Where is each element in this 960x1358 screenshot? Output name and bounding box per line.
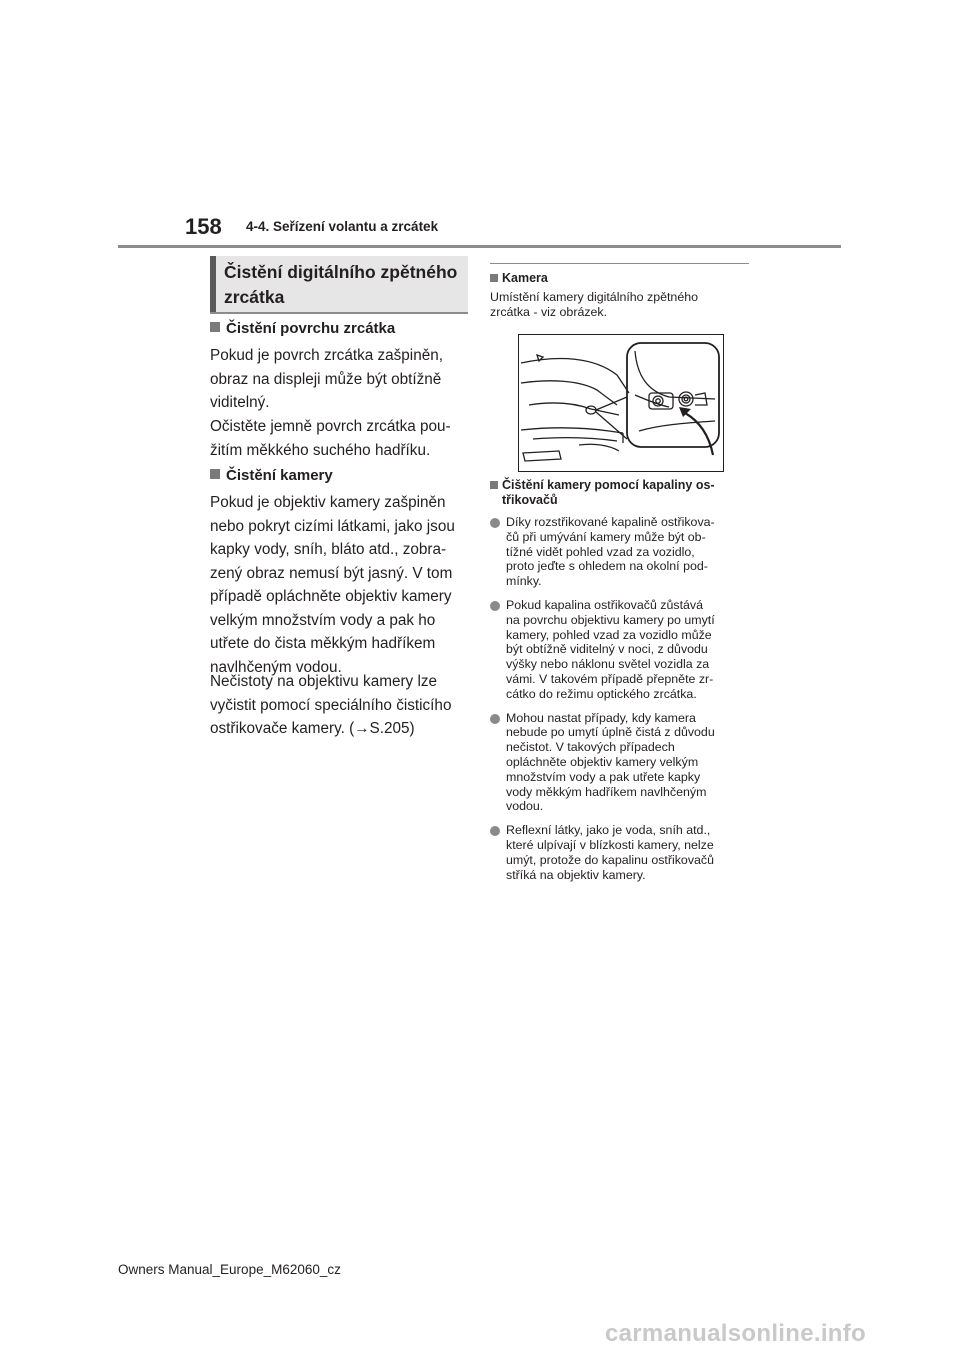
text-line: umýt, protože do kapalinu ostřikovačů	[506, 852, 714, 867]
text-line: čů při umývání kamery může být ob-	[506, 529, 706, 544]
mirror-surface-heading: Čistění povrchu zrcátka	[210, 319, 468, 339]
text-line: Očistěte jemně povrch zrcátka pou-	[210, 418, 451, 435]
washer-cleaning-heading: Čištění kamery pomocí kapaliny os- třikovačů	[490, 478, 749, 508]
chapter-title: 4-4. Seřízení volantu a zrcátek	[246, 219, 439, 234]
text-line: Díky rozstřikované kapalině ostřikova-	[506, 515, 715, 529]
text-line: vodou.	[506, 799, 544, 814]
text-line: které ulpívají v blízkosti kamery, nelze	[506, 837, 714, 852]
text-line: zený obraz nemusí být jasný. V tom	[210, 564, 453, 582]
text-line: navlhčeným vodou.	[210, 658, 342, 676]
list-item	[490, 598, 749, 702]
text-line: stříká na objektiv kamery.	[506, 867, 646, 882]
text-line: utřete do čista měkkým hadříkem	[210, 635, 436, 652]
round-bullet-icon	[490, 714, 500, 724]
text-line: žitím měkkého suchého hadříku.	[210, 441, 431, 459]
text-line: kamery, pohled vzad za vozidlo může	[506, 627, 712, 642]
header-divider	[118, 245, 841, 248]
text-line: množstvím vody a pak utřete kapky	[506, 769, 701, 784]
text-line: zrcátka - viz obrázek.	[490, 304, 608, 319]
text-line: Nečistoty na objektivu kamery lze	[210, 673, 437, 690]
right-column-divider	[490, 263, 749, 264]
car-rear-camera-icon	[519, 335, 723, 471]
text-line: vody měkkým hadříkem navlhčeným	[506, 784, 707, 799]
camera-cleaning-paragraph-2	[210, 670, 468, 741]
washer-bullet-list	[490, 515, 749, 882]
text-line: nebude po umytí úplně čistá z důvodu	[506, 725, 715, 740]
camera-location-heading: Kamera	[490, 269, 749, 287]
text-line: vámi. V takovém případě přepněte zr-	[506, 671, 714, 686]
text-line: cátko do režimu optického zrcátka.	[506, 686, 697, 701]
camera-location-illustration	[518, 334, 724, 472]
mirror-surface-paragraph-2	[210, 415, 468, 462]
section-title-line-2: zrcátka	[224, 287, 285, 307]
text-line: vyčistit pomocí speciálního čisticího	[210, 696, 452, 714]
text-line: velkým množstvím vody a pak ho	[210, 611, 436, 629]
footer-text: Owners Manual_Europe_M62060_cz	[118, 1262, 341, 1277]
text-line: viditelný.	[210, 394, 270, 411]
round-bullet-icon	[490, 601, 500, 611]
section-divider	[210, 312, 468, 314]
square-bullet-icon	[210, 469, 220, 479]
text-line: na povrchu objektivu kamery po umytí	[506, 612, 715, 627]
square-bullet-icon	[210, 322, 220, 332]
text-line: kapky vody, sníh, bláto atd., zobra-	[210, 541, 447, 558]
heading-line-2: třikovačů	[502, 493, 558, 507]
text-line: obraz na displeji může být obtížně	[210, 370, 442, 388]
page-number: 158	[185, 214, 222, 239]
text-line: nebo pokryt cizími látkami, jako jsou	[210, 517, 455, 535]
text-line: ostřikovače kamery. (→S.205)	[210, 720, 415, 737]
mirror-surface-paragraph-1	[210, 344, 468, 415]
text-line: opláchněte objektiv kamery velkým	[506, 754, 699, 769]
text-line: Mohou nastat případy, kdy kamera	[506, 710, 696, 725]
section-title-line-1: Čistění digitálního zpětného	[224, 262, 458, 282]
round-bullet-icon	[490, 518, 500, 528]
text-line: Pokud je povrch zrcátka zašpiněn,	[210, 347, 443, 364]
camera-cleaning-heading: Čistění kamery	[210, 466, 468, 486]
text-line: Pokud je objektiv kamery zašpiněn	[210, 494, 446, 511]
round-bullet-icon	[490, 826, 500, 836]
text-line: Umístění kamery digitálního zpětného	[490, 290, 698, 304]
text-line: Reflexní látky, jako je voda, sníh atd.,	[506, 823, 711, 838]
section-title-box	[210, 256, 468, 312]
text-line: Pokud kapalina ostřikovačů zůstává	[506, 597, 703, 612]
text-line: tížné vidět pohled vzad za vozidlo,	[506, 544, 695, 559]
watermark[interactable]: carmanualsonline.info	[605, 1320, 867, 1347]
camera-cleaning-paragraph-1	[210, 491, 468, 679]
list-item	[490, 823, 749, 882]
square-bullet-icon	[490, 274, 498, 282]
text-line: nečistot. V takových případech	[506, 740, 675, 755]
camera-location-text	[490, 290, 749, 320]
list-item	[490, 711, 749, 815]
text-line: být obtížně viditelný v noci, z důvodu	[506, 642, 708, 657]
square-bullet-icon	[490, 481, 498, 489]
text-line: mínky.	[506, 574, 542, 589]
text-line: případě opláchněte objektiv kamery	[210, 588, 452, 605]
text-line: výšky nebo náklonu světel vozidla za	[506, 657, 710, 672]
text-line: proto jeďte s ohledem na okolní pod-	[506, 559, 708, 574]
list-item	[490, 515, 749, 589]
